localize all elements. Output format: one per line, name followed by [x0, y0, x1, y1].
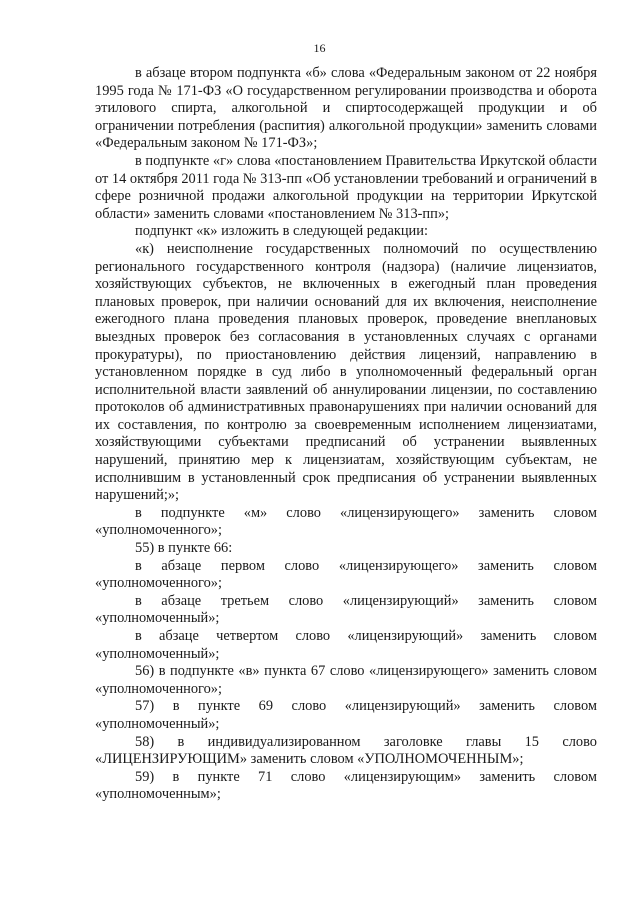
paragraph-4: «к) неисполнение государственных полномочий по осуществлению регионального государственного контроля (надзора) (наличие лицензиатов, хозяйствующих субъектов, не включенных в ежегодный план проведения плановых проверок, при наличии оснований для их включения, неисполнение ежегодного плана проведения плановых проверок, проведение внеплановых выездных проверок без согласования в установленных случаях с органами прокуратуры), по приостановлению действия лицензий, направлению в установленном порядке в суд либо в уполномоченный федеральный орган исполнительной власти заявлений об аннулировании лицензии, по составлению протоколов об административных правонарушениях при наличии оснований для их составления, по контролю за своевременным исполнением лицензиатами, хозяйствующими субъектами предписаний об устранении выявленных нарушений, принятию мер к лицензиатам, хозяйствующим субъектам, не исполнившим в установленный срок предписания об устранении выявленных нарушений;»;	[95, 240, 597, 504]
paragraph-9: в абзаце четвертом слово «лицензирующий» заменить словом «уполномоченный»;	[95, 628, 597, 662]
page-number: 16	[313, 41, 326, 55]
paragraph-1: в абзаце втором подпункта «б» слова «Федеральным законом от 22 ноября 1995 года № 171-ФЗ «О государственном регулировании производства и оборота этилового спирта, алкогольной и спиртосодержащей продукции и об ограничении потребления (распития) алкогольной продукции» заменить словами «Федеральным законом № 171-ФЗ»;	[95, 65, 597, 152]
paragraph-2: в подпункте «г» слова «постановлением Правительства Иркутской области от 14 октября 2011 года № 313-пп «Об установлении требований и ограничений в сфере розничной продажи алкогольной продукции на территории Иркутской области» заменить словами «постановлением № 313-пп»;	[95, 152, 597, 222]
paragraph-13: 59) в пункте 71 слово «лицензирующим» заменить словом «уполномоченным»;	[95, 768, 597, 803]
paragraph-6: 55) в пункте 66:	[135, 540, 233, 557]
paragraph-8: в абзаце третьем слово «лицензирующий» заменить словом «уполномоченный»;	[95, 592, 597, 627]
paragraph-11: 57) в пункте 69 слово «лицензирующий» заменить словом «уполномоченный»;	[95, 698, 597, 732]
paragraph-3: подпункт «к» изложить в следующей редакции:	[135, 223, 428, 240]
document-body	[95, 65, 597, 804]
paragraph-7: в абзаце первом слово «лицензирующего» заменить словом «уполномоченного»;	[95, 557, 597, 592]
paragraph-12: 58) в индивидуализированном заголовке главы 15 слово «ЛИЦЕНЗИРУЮЩИМ» заменить словом «УПОЛНОМОЧЕННЫМ»;	[95, 733, 597, 768]
paragraph-10: 56) в подпункте «в» пункта 67 слово «лицензирующего» заменить словом «уполномоченного»;	[95, 663, 597, 697]
paragraph-5: в подпункте «м» слово «лицензирующего» заменить словом «уполномоченного»;	[95, 504, 597, 539]
